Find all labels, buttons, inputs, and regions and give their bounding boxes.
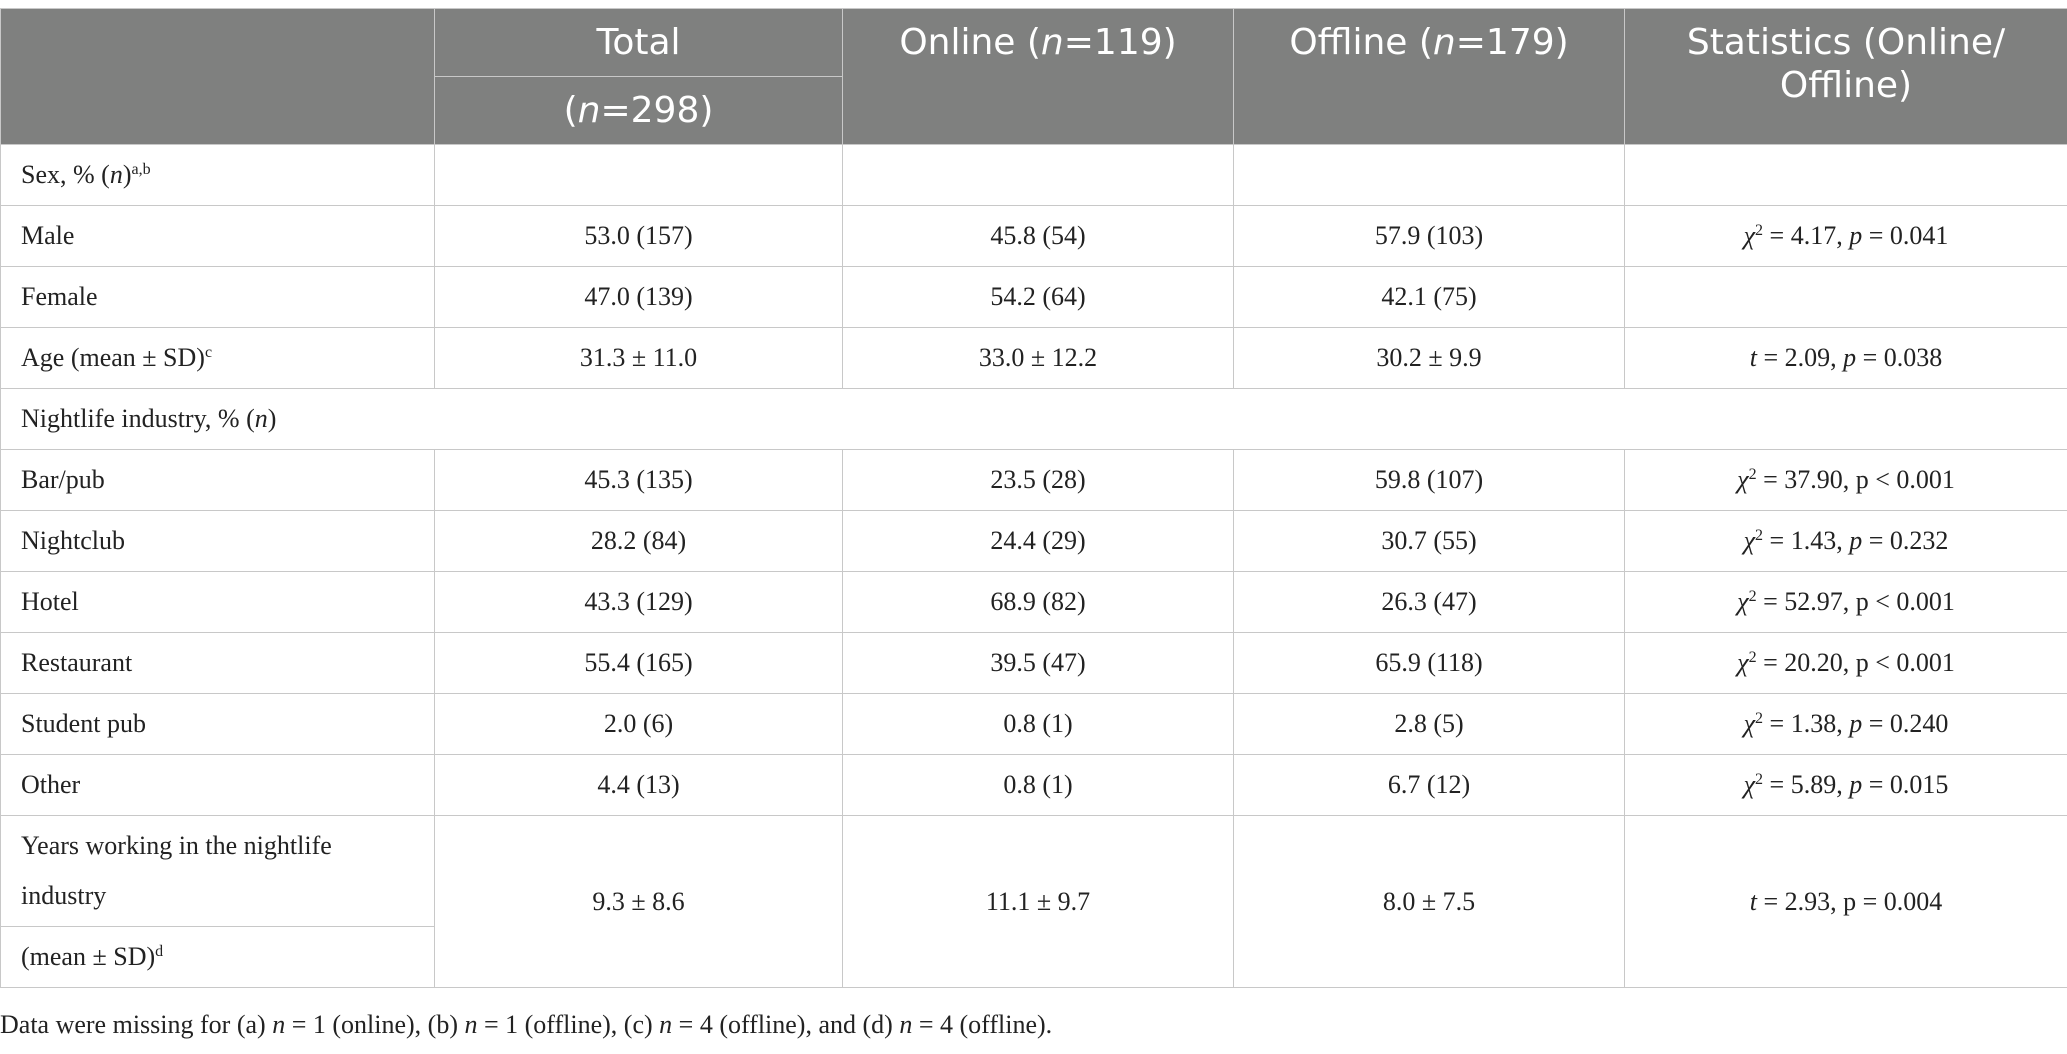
cell-offline: 6.7 (12) <box>1234 755 1625 816</box>
cell-offline: 42.1 (75) <box>1234 267 1625 328</box>
row-label-restaurant: Restaurant <box>1 633 435 694</box>
row-label-male: Male <box>1 206 435 267</box>
empty-cell <box>435 145 843 206</box>
cell-offline: 65.9 (118) <box>1234 633 1625 694</box>
table-row <box>1 389 2067 450</box>
empty-cell <box>843 145 1234 206</box>
row-label-female: Female <box>1 267 435 328</box>
row-label-other: Other <box>1 755 435 816</box>
cell-statistics: $\chi^2 = 1.38$, p = 0.240 <box>1625 694 2067 755</box>
table-row <box>1 511 2067 572</box>
cell-offline: 26.3 (47) <box>1234 572 1625 633</box>
cell-offline: 8.0 ± 7.5 <box>1234 816 1625 988</box>
cell-offline: 30.7 (55) <box>1234 511 1625 572</box>
header-blank-cell <box>1 9 435 145</box>
row-label-sex: Sex, % $(n)^{a,b}$ <box>1 145 435 206</box>
table-row <box>1 267 2067 328</box>
header-total-n: (n=298) <box>435 77 843 145</box>
empty-cell <box>1234 145 1625 206</box>
cell-offline: 59.8 (107) <box>1234 450 1625 511</box>
cell-online: 54.2 (64) <box>843 267 1234 328</box>
table-row <box>1 206 2067 267</box>
row-label-years-unit: (mean ± SD)$^d$ <box>1 927 435 988</box>
table-row <box>1 816 2067 927</box>
table-row <box>1 572 2067 633</box>
cell-offline: 30.2 ± 9.9 <box>1234 328 1625 389</box>
cell-total: 9.3 ± 8.6 <box>435 816 843 988</box>
row-label-industry: Nightlife industry, % (n) <box>1 389 2067 450</box>
cell-statistics <box>1625 267 2067 328</box>
cell-total: 4.4 (13) <box>435 755 843 816</box>
cell-online: 68.9 (82) <box>843 572 1234 633</box>
cell-statistics: $\chi^2 = 52.97$, p < 0.001 <box>1625 572 2067 633</box>
header-offline: Offline (n=179) <box>1234 9 1625 145</box>
cell-statistics: $\chi^2 = 1.43$, p = 0.232 <box>1625 511 2067 572</box>
cell-online: 23.5 (28) <box>843 450 1234 511</box>
cell-total: 28.2 (84) <box>435 511 843 572</box>
row-label-studentpub: Student pub <box>1 694 435 755</box>
cell-online: 45.8 (54) <box>843 206 1234 267</box>
cell-offline: 2.8 (5) <box>1234 694 1625 755</box>
demographics-table <box>0 8 2067 988</box>
table-row <box>1 145 2067 206</box>
cell-statistics: t = 2.93, p = 0.004 <box>1625 816 2067 988</box>
row-label-barpub: Bar/pub <box>1 450 435 511</box>
cell-online: 24.4 (29) <box>843 511 1234 572</box>
cell-online: 11.1 ± 9.7 <box>843 816 1234 988</box>
empty-cell <box>1625 145 2067 206</box>
header-total: Total <box>435 9 843 77</box>
cell-statistics: t = 2.09, p = 0.038 <box>1625 328 2067 389</box>
row-label-nightclub: Nightclub <box>1 511 435 572</box>
table-row <box>1 450 2067 511</box>
table-footnote: Data were missing for (a) n = 1 (online), (b) n = 1 (offline), (c) n = 4 (offline), and (d) n = 4 (offline). <box>0 1010 1053 1039</box>
cell-total: 55.4 (165) <box>435 633 843 694</box>
row-label-hotel: Hotel <box>1 572 435 633</box>
cell-online: 0.8 (1) <box>843 755 1234 816</box>
cell-online: 33.0 ± 12.2 <box>843 328 1234 389</box>
cell-online: 0.8 (1) <box>843 694 1234 755</box>
cell-statistics: $\chi^2 = 20.20$, p < 0.001 <box>1625 633 2067 694</box>
table-row <box>1 694 2067 755</box>
table-row <box>1 328 2067 389</box>
cell-online: 39.5 (47) <box>843 633 1234 694</box>
cell-total: 47.0 (139) <box>435 267 843 328</box>
table-row <box>1 755 2067 816</box>
table-row <box>1 633 2067 694</box>
cell-statistics: $\chi^2 = 4.17$, p = 0.041 <box>1625 206 2067 267</box>
row-label-age: Age (mean ± SD)$^c$ <box>1 328 435 389</box>
cell-total: 53.0 (157) <box>435 206 843 267</box>
header-statistics: Statistics (Online/ Offline) <box>1625 9 2067 145</box>
cell-total: 43.3 (129) <box>435 572 843 633</box>
row-label-years: Years working in the nightlife industry <box>1 816 435 927</box>
cell-statistics: $\chi^2 = 37.90$, p < 0.001 <box>1625 450 2067 511</box>
table-container <box>0 8 2067 988</box>
cell-total: 31.3 ± 11.0 <box>435 328 843 389</box>
cell-total: 45.3 (135) <box>435 450 843 511</box>
cell-offline: 57.9 (103) <box>1234 206 1625 267</box>
header-online: Online (n=119) <box>843 9 1234 145</box>
cell-statistics: $\chi^2 = 5.89$, p = 0.015 <box>1625 755 2067 816</box>
cell-total: 2.0 (6) <box>435 694 843 755</box>
